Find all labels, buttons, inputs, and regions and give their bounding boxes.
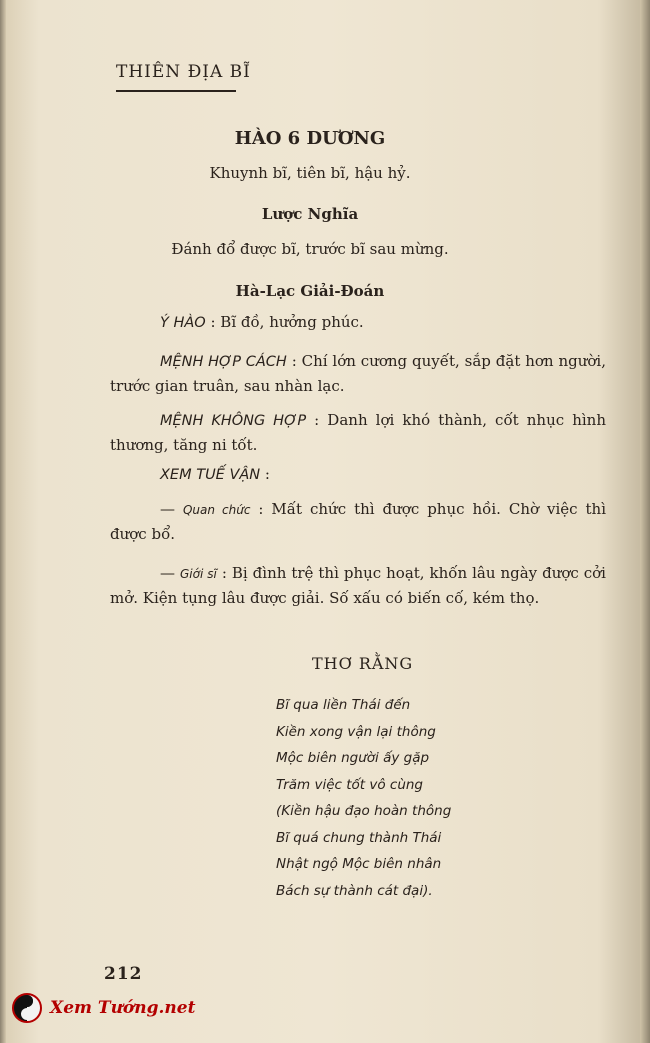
y-hao-paragraph <box>110 310 606 335</box>
page-number: 212 <box>104 964 143 984</box>
poem-title: THƠ RẰNG <box>312 654 414 673</box>
menh-khong-text: : Danh lợi khó thành, cốt nhục hình thương, tăng ni tốt. <box>110 411 606 454</box>
xem-tue-text: : <box>264 465 270 483</box>
poem-line: Bĩ qua liền Thái đến <box>276 697 411 713</box>
poem-line: Bách sự thành cát đại). <box>276 882 433 899</box>
menh-khong-paragraph <box>110 408 606 457</box>
poem-body <box>276 692 451 904</box>
page-spine-shadow <box>0 0 6 1043</box>
gioi-si-text: : Bị đình trệ thì phục hoạt, khốn lâu ngày được cởi mở. Kiện tụng lâu được giải. Số xấu có biến cố, kém thọ. <box>110 564 606 607</box>
quan-chuc-paragraph <box>110 497 606 546</box>
poem-line: Bĩ quá chung thành Thái <box>276 829 442 846</box>
menh-hop-label: MỆNH HỢP CÁCH <box>160 354 287 370</box>
running-head-rule <box>116 90 236 92</box>
page-edge-shadow <box>640 0 650 1043</box>
poem-line: Trăm việc tốt vô cùng <box>276 776 424 793</box>
meaning-text: Đánh đổ được bĩ, trước bĩ sau mừng. <box>171 240 449 258</box>
interpretation-heading: Hà-Lạc Giải-Đoán <box>235 282 385 300</box>
xem-tue-label: XEM TUẾ VẬN <box>160 467 261 483</box>
quan-chuc-dash: — <box>160 500 183 518</box>
poem-line: Mộc biên người ấy gặp <box>276 750 430 766</box>
gioi-si-dash: — <box>160 564 180 582</box>
site-watermark[interactable] <box>12 992 195 1024</box>
poem-line: (Kiền hậu đạo hoàn thông <box>276 803 452 819</box>
gioi-si-paragraph <box>110 561 606 610</box>
gioi-si-label: Giới sĩ <box>179 567 217 581</box>
y-hao-text: : Bĩ đồ, hưởng phúc. <box>210 313 364 331</box>
section-subtitle: Khuynh bĩ, tiên bĩ, hậu hỷ. <box>209 164 411 182</box>
watermark-text: Xem Tướng.net <box>50 998 196 1018</box>
poem-line: Nhật ngộ Mộc biên nhân <box>276 856 442 872</box>
quan-chuc-label: Quan chức <box>182 503 251 517</box>
y-hao-label: Ý HÀO <box>160 315 206 331</box>
quan-chuc-text: : Mất chức thì được phục hồi. Chờ việc thì được bổ. <box>110 500 607 543</box>
running-head: THIÊN ĐỊA BĨ <box>116 62 251 82</box>
yin-yang-icon <box>12 993 42 1023</box>
meaning-heading: Lược Nghĩa <box>261 205 359 223</box>
menh-hop-text: : Chí lớn cương quyết, sắp đặt hơn người, trước gian truân, sau nhàn lạc. <box>110 352 606 395</box>
menh-khong-label: MỆNH KHÔNG HỢP <box>160 413 307 429</box>
section-title: HÀO 6 DƯƠNG <box>234 128 386 149</box>
menh-hop-paragraph <box>110 349 606 398</box>
xem-tue-paragraph <box>110 462 606 487</box>
poem-line: Kiền xong vận lại thông <box>276 723 436 740</box>
